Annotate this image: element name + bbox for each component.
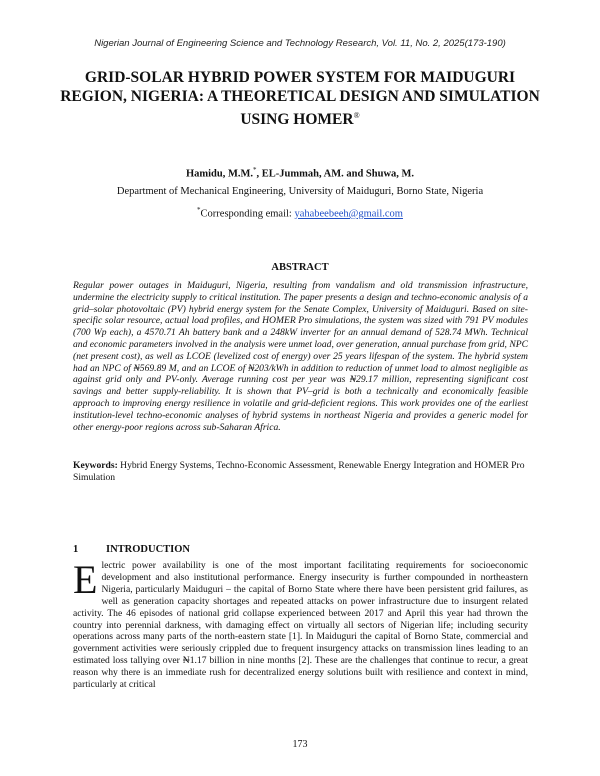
- abstract-text: Regular power outages in Maiduguri, Nigeria, resulting from vandalism and old transmission infrastructure, undermine the electricity supply to critical institution. The paper presents a design and techno-economic analysis of a grid–solar photovoltaic (PV) hybrid energy system for the Senate Complex, University of Maiduguri. Based on site-specific solar resource, actual load profiles, and HOMER Pro simulations, the system was sized with 791 PV modules (700 Wp each), a 4570.71 Ah battery bank and a 248kW inverter for an annual demand of 528.74 MWh. Technical and economic parameters involved in the analysis were unmet load, over generation, annual purchase from grid, NPC (net present cost), as well as LCOE (levelized cost of energy) over 25 years lifespan of the system. The hybrid system had an NPC of ₦569.89 M, and an LCOE of ₦203/kWh in addition to reduction of unmet load to almost negligible as against grid only and PV-only. Average running cost per year was ₦29.17 million, representing significant cost savings and better supply-reliability. It is shown that PV–grid is both a technically and economically feasible approach to improving energy resilience in volatile and grid-deficient regions. This work provides one of the earliest institution-level techno-economic analyses of hybrid systems in northeast Nigeria and provides a generic model for other energy-poor regions across sub-Saharan Africa.: [73, 280, 528, 433]
- paper-title-text: GRID-SOLAR HYBRID POWER SYSTEM FOR MAIDUGURI REGION, NIGERIA: A THEORETICAL DESIGN AND SIMULATION USING HOMER: [60, 69, 540, 129]
- abstract-heading: ABSTRACT: [271, 262, 329, 273]
- section-number: 1: [73, 544, 79, 555]
- corresponding-email-link[interactable]: yahabeebeeh@gmail.com: [294, 208, 403, 220]
- keywords: [73, 460, 528, 484]
- drop-cap: E: [73, 557, 98, 602]
- paper-title: [60, 68, 540, 129]
- registered-mark: ®: [353, 111, 360, 120]
- section-heading-introduction: [73, 544, 528, 555]
- keywords-label: Keywords:: [73, 460, 118, 471]
- page-number: 173: [292, 739, 308, 750]
- corr-label: Corresponding email:: [200, 208, 295, 220]
- corr-mark: *: [197, 206, 201, 214]
- corresponding-email-line: [0, 206, 600, 220]
- affiliation: Department of Mechanical Engineering, University of Maiduguri, Borno State, Nigeria: [116, 186, 484, 197]
- author-primary: Hamidu, M.M.: [185, 168, 254, 180]
- journal-header: Nigerian Journal of Engineering Science and Technology Research, Vol. 11, No. 2, 2025(173-190): [94, 38, 506, 49]
- introduction-body: lectric power availability is one of the most important facilitating requirements for socioeconomic development and also institutional performance. Energy insecurity is further compounded in northeastern Nigeria, particularly Maiduguri – the capital of Borno State where there have been persistent grid failures, as well as generation capacity shortages and repeated attacks on power infrastructure due to insurgent related activity. The 46 episodes of national grid collapse experienced between 2017 and April this year had thrown the country into perennial darkness, with damaging effect on virtually all sectors of Nigerian life; including security operations across many parts of the north-eastern state [1]. In Maiduguri the capital of Borno State, commercial and government activities were seriously crippled due to frequent insurgency attacks on transmission lines leading to an estimated loss tallying over ₦1.17 billion in nine months [2]. These are the challenges that continue to recur, a great reason why there is an immediate rush for decentralized energy solutions built with resilience and context in mind, particularly at critical: [73, 560, 528, 691]
- section-title: INTRODUCTION: [106, 544, 191, 555]
- author-others: , EL-Jummah, AM. and Shuwa, M.: [256, 168, 415, 180]
- introduction-text: [73, 557, 528, 691]
- corresponding-mark: *: [253, 166, 257, 174]
- authors: [0, 166, 600, 180]
- keywords-list: Hybrid Energy Systems, Techno-Economic Assessment, Renewable Energy Integration and HOMER Pro Simulation: [73, 460, 525, 483]
